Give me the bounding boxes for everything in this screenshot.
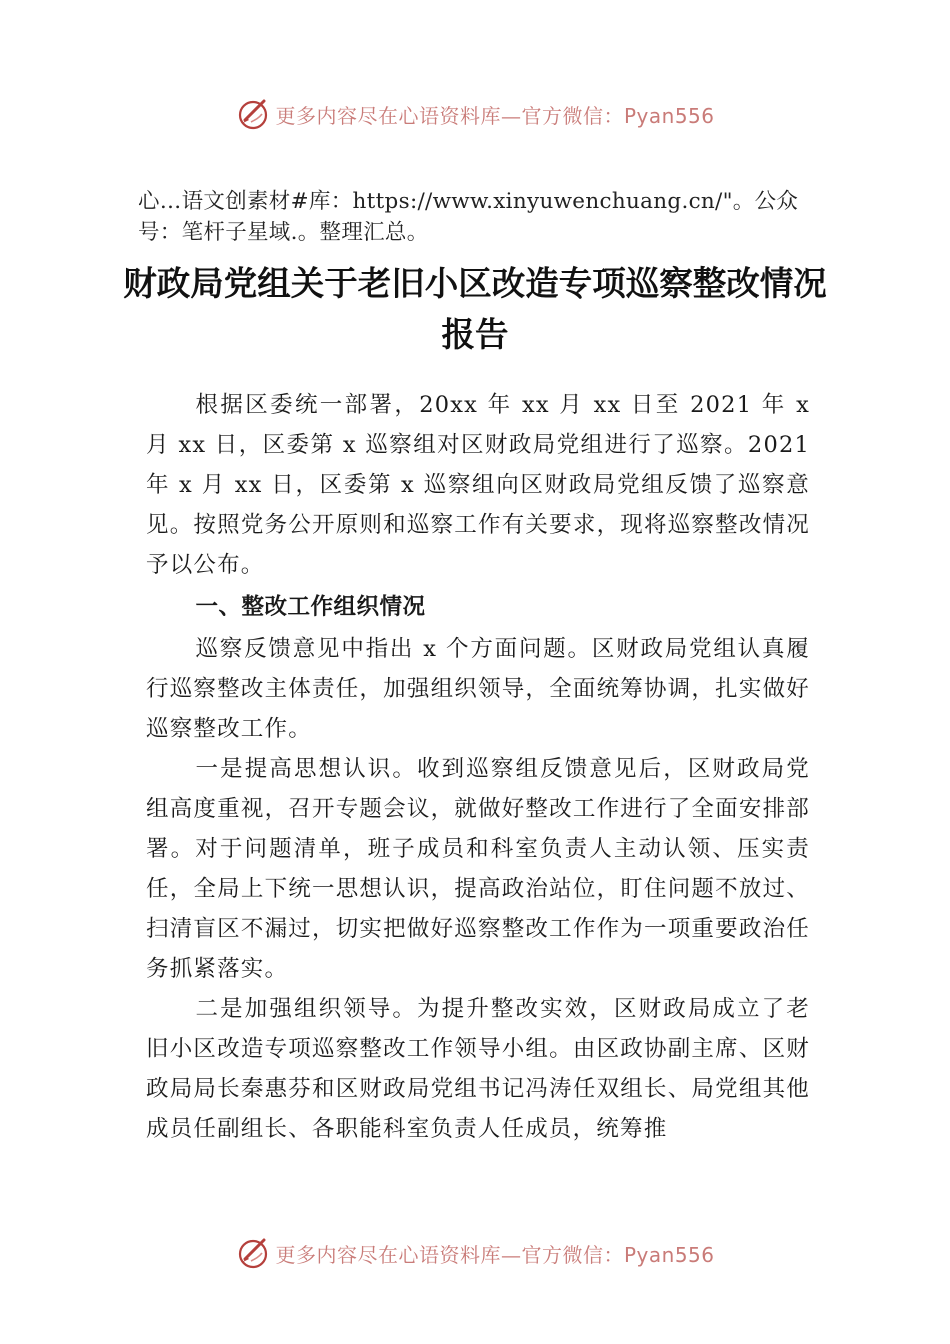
document-title: 财政局党组关于老旧小区改造专项巡察整改情况报告 — [123, 264, 827, 354]
watermark-banner-top — [0, 94, 950, 134]
paragraph-summary: 巡察反馈意见中指出 x 个方面问题。区财政局党组认真履行巡察整改主体责任，加强组织领导，全面统筹协调，扎实做好巡察整改工作。 — [146, 636, 810, 742]
pen-logo-icon — [235, 1235, 271, 1271]
pen-logo-icon — [235, 96, 271, 132]
watermark-text: 更多内容尽在心语资料库—官方微信：Pyan556 — [275, 103, 715, 128]
wechat-id: Pyan556 — [623, 1242, 715, 1267]
paragraph-intro: 根据区委统一部署，20xx 年 xx 月 xx 日至 2021 年 x 月 xx 日，区委第 x 巡察组对区财政局党组进行了巡察。2021 年 x 月 xx 日，区委第 x 巡察组向区财政局党组反馈了巡察意见。按照党务公开原则和巡察工作有关要求，现将巡察整改情况予以公布。 — [146, 392, 810, 578]
paragraph-point-one: 一是提高思想认识。收到巡察组反馈意见后，区财政局党组高度重视，召开专题会议，就做好整改工作进行了全面安排部署。对于问题清单，班子成员和科室负责人主动认领、压实责任，全局上下统一思想认识，提高政治站位，盯住问题不放过、扫清盲区不漏过，切实把做好巡察整改工作作为一项重要政治任务抓紧落实。 — [146, 756, 810, 982]
watermark-text: 更多内容尽在心语资料库—官方微信：Pyan556 — [275, 1242, 715, 1267]
section-heading: 一、整改工作组织情况 — [195, 594, 426, 620]
source-note: 心…语文创素材#库：https://www.xinyuwenchuang.cn/"。公众号：笔杆子星域.。整理汇总。 — [138, 189, 799, 245]
watermark-banner-bottom — [0, 1233, 950, 1273]
document-body — [146, 385, 810, 1149]
paragraph-point-two: 二是加强组织领导。为提升整改实效，区财政局成立了老旧小区改造专项巡察整改工作领导小组。由区政协副主席、区财政局局长秦惠芬和区财政局党组书记冯涛任双组长、局党组其他成员任副组长、各职能科室负责人任成员，统筹推 — [146, 996, 810, 1142]
wechat-id: Pyan556 — [623, 103, 715, 128]
